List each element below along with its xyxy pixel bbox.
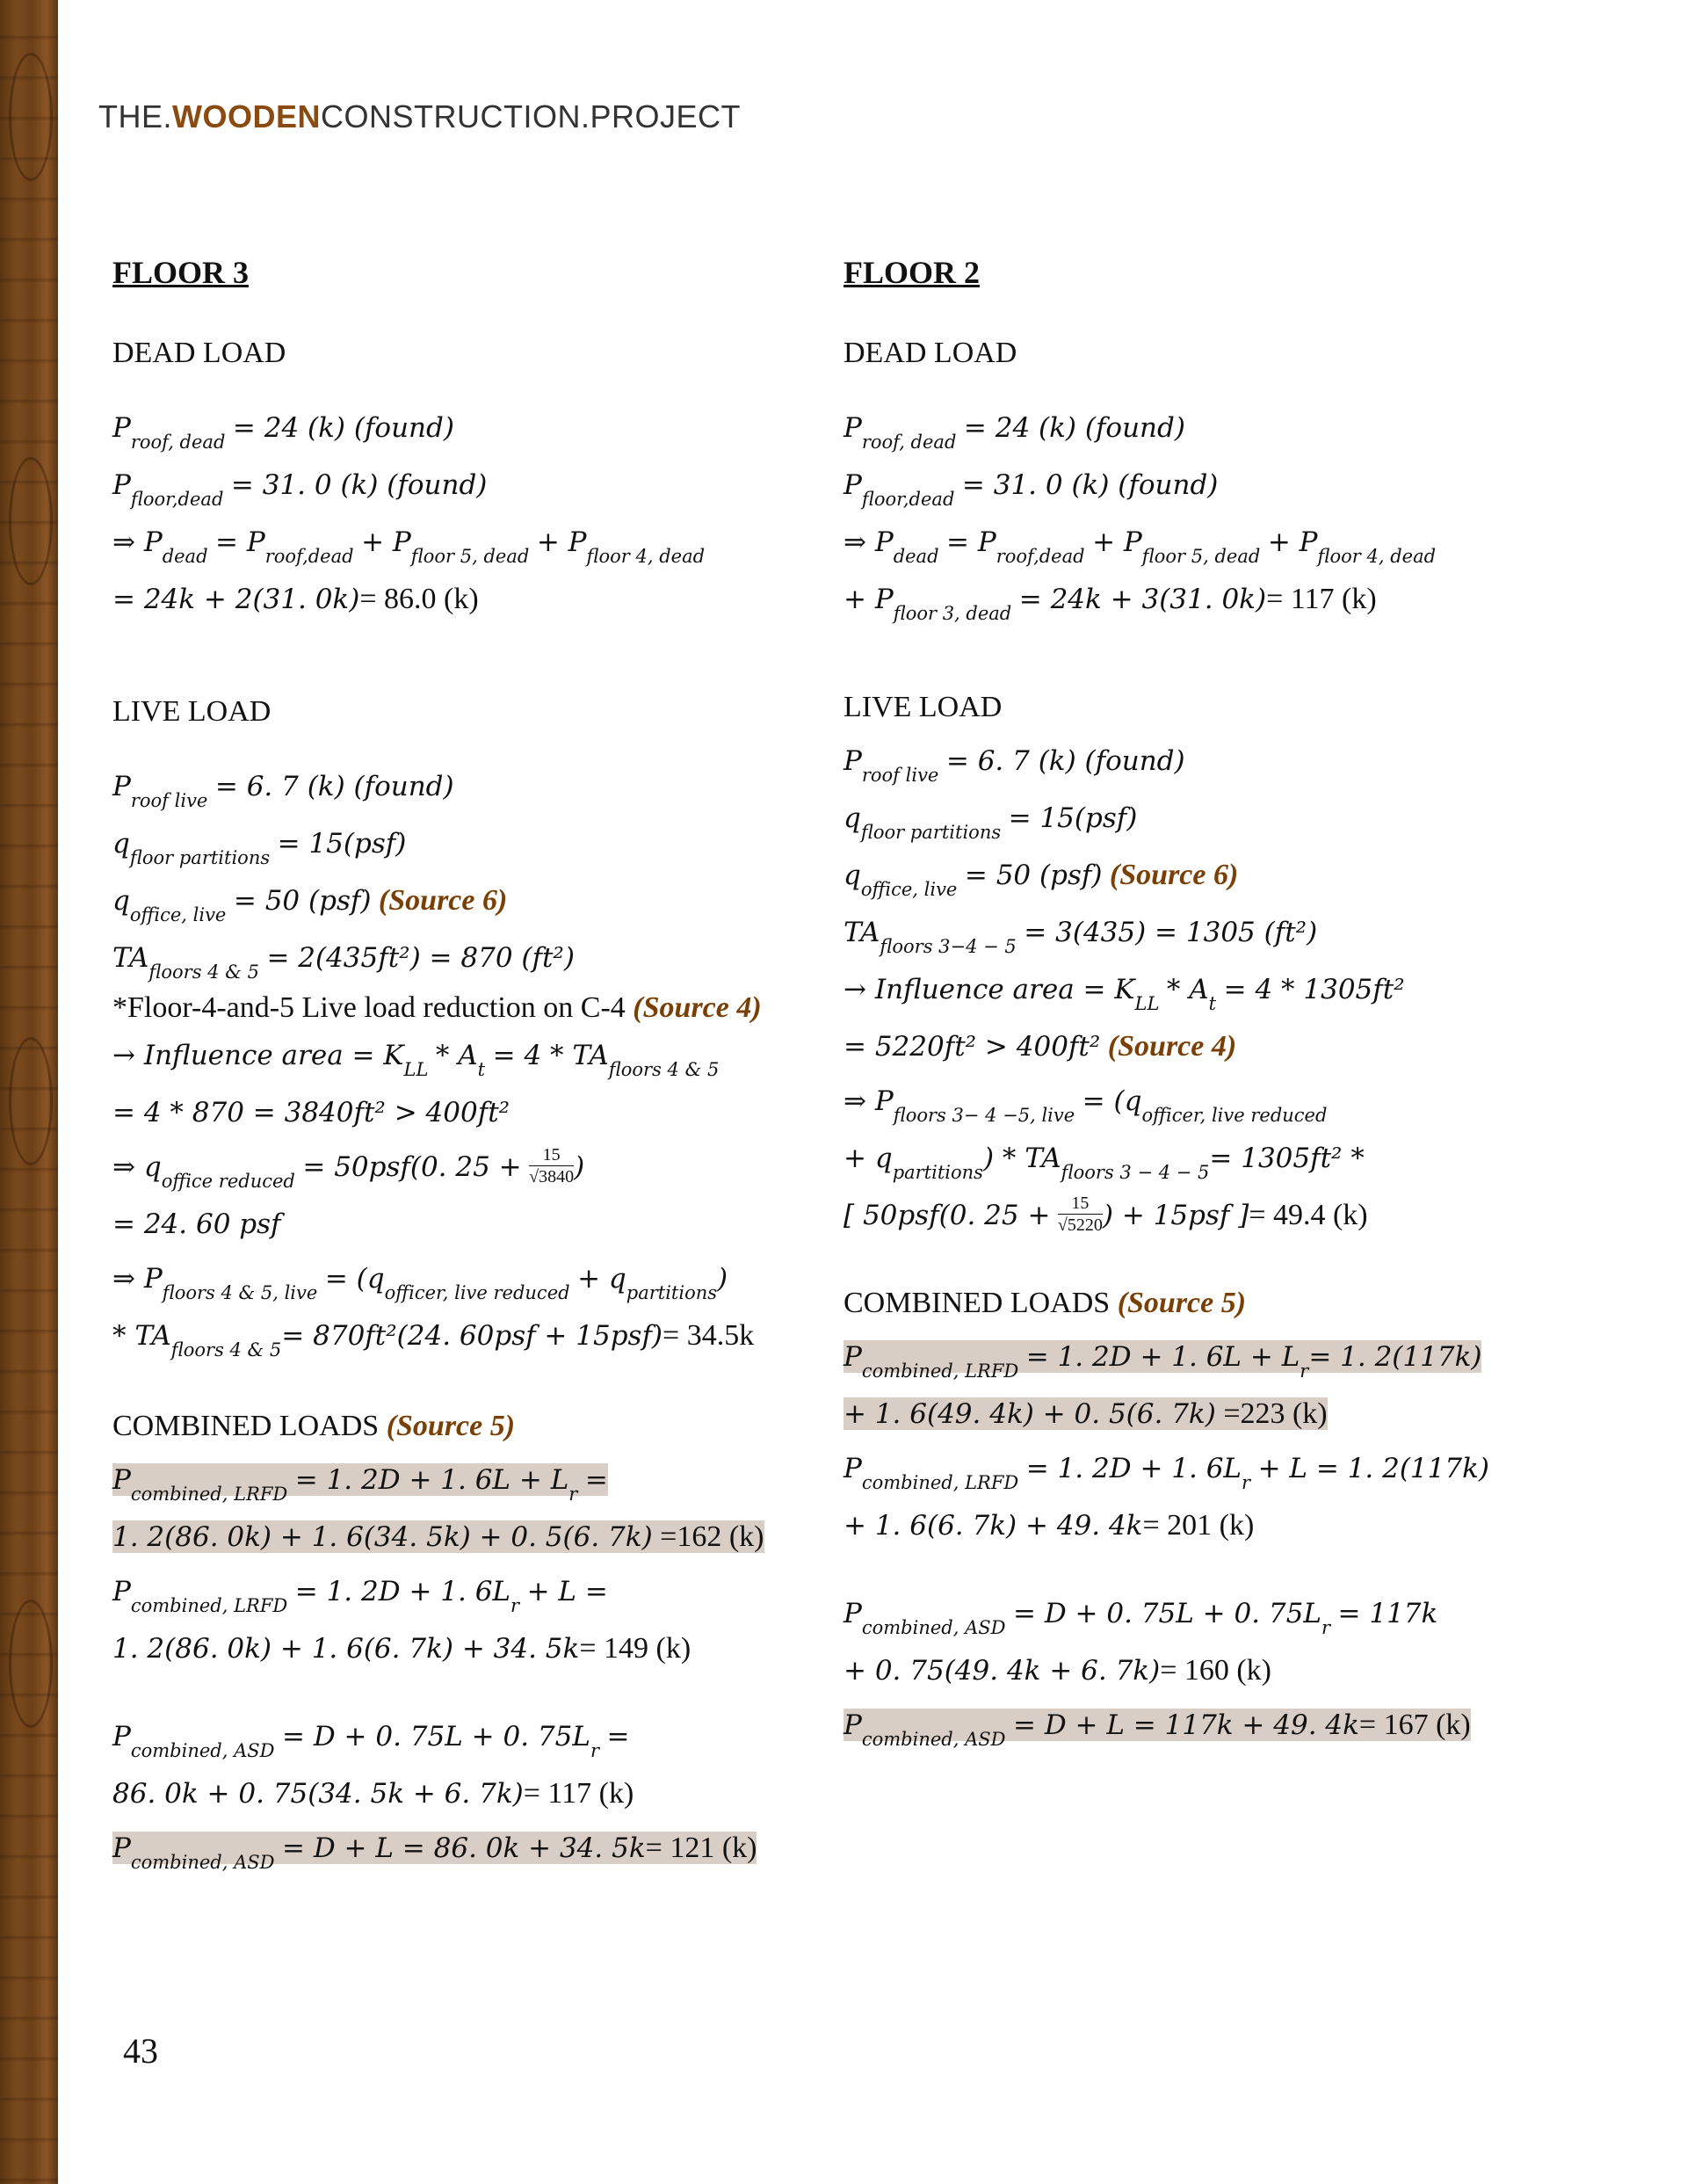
equation-line: = 4 * 870 = 3840ft² > 400ft²: [112, 1097, 510, 1128]
equation-line: → Influence area = $K_{LL} * A_t = 4 * TA_{floors 4 \& 5}$: [112, 1040, 720, 1080]
equation-line: + 1. 6(6. 7k) + 49. 4k= 201 (k): [844, 1509, 1255, 1542]
equation-line: $P_{roof live} = 6$. 7 (k) (found): [112, 771, 454, 811]
fraction: $\frac{15}{√3840}$: [529, 1144, 575, 1186]
equation-line: + 1. 6(49. 4k) + 0. 5(6. 7k) =223 (k): [844, 1397, 1328, 1430]
floor-3-column: [112, 246, 780, 1878]
equation-line: + $q_{partitions}) * TA_{floors 3 - 4 - 5}= 1305ft^2$ *: [844, 1143, 1365, 1183]
floor-title: FLOOR 3: [112, 255, 250, 290]
equation-line: = 24k + 2(31. 0k)= 86.0 (k): [112, 583, 479, 615]
equation-line: ⇒ $P_{dead} = P_{roof,dead} + P_{floor 5, dead} + P_{floor 4, dead}$: [112, 526, 706, 567]
source-reference: (Source 6): [378, 884, 508, 917]
site-header: THE.WOODENCONSTRUCTION.PROJECT: [98, 98, 742, 134]
equation-line: 1. 2(86. 0k) + 1. 6(34. 5k) + 0. 5(6. 7k) =162 (k): [112, 1520, 764, 1553]
equation-line: $P_{combined, LRFD} = 1$. 2D + 1. $6L_r + L = 1$. 2(117k): [844, 1453, 1489, 1493]
source-reference: (Source 4): [633, 991, 762, 1024]
combined-loads-heading: COMBINED LOADS (Source 5): [844, 1287, 1247, 1319]
equation-line: $P_{combined, ASD} = D + L = 117k + 49$. 4k= 167 (k): [844, 1709, 1471, 1750]
combined-loads-heading: COMBINED LOADS (Source 5): [112, 1410, 516, 1442]
equation-line: $P_{combined, ASD} = D + 0$. 75L + 0. $75L_r$ =: [112, 1721, 630, 1761]
equation-line: ⇒ $P_{dead} = P_{roof,dead} + P_{floor 5, dead} + P_{floor 4, dead}$: [844, 526, 1437, 567]
equation-line: $q_{office, live} = 50$ (psf) (Source 6): [112, 884, 508, 925]
note-line: *Floor-4-and-5 Live load reduction on C-4 (Source 4): [112, 991, 762, 1024]
equation-line: = 24. 60 psf: [112, 1208, 281, 1240]
equation-line: $P_{combined, ASD} = D + 0$. 75L + 0. $75L_r = 117k$: [844, 1598, 1438, 1638]
equation-line: $TA_{floors 3-4 - 5} = 3(435) = 1305$ (ft²): [844, 917, 1318, 957]
source-reference: (Source 6): [1109, 859, 1239, 891]
fraction: $\frac{15}{√5220}$: [1057, 1193, 1103, 1235]
floor-title: FLOOR 2: [844, 255, 981, 290]
equation-line: $P_{roof, dead} = 24$ (k) (found): [844, 412, 1185, 453]
source-reference: (Source 5): [1117, 1287, 1247, 1319]
equation-line: $P_{combined, LRFD} = 1$. 2D + 1. $6L + L_r= 1$. 2(117k): [844, 1341, 1482, 1382]
live-load-heading: LIVE LOAD: [844, 691, 1003, 723]
equation-line: $P_{roof live} = 6$. 7 (k) (found): [844, 745, 1185, 786]
dead-load-heading: DEAD LOAD: [112, 337, 286, 369]
equation-line: $P_{floor,dead} = 31$. 0 (k) (found): [844, 469, 1219, 510]
equation-line: ⇒ $P_{floors 3- 4 -5, live} = (q_{officer, live reduced}$: [844, 1085, 1328, 1126]
equation-line: ⇒ $q_{office reduced} = 50psf(0$. 25 + $\frac{15}{√3840}$ ): [112, 1144, 585, 1192]
equation-line: → Influence area = $K_{LL} * A_t = 4 * 1305ft^2$: [844, 974, 1405, 1014]
equation-line: $q_{office, live} = 50$ (psf) (Source 6): [844, 859, 1239, 900]
equation-line: $P_{combined, LRFD} = 1$. 2D + 1. $6L + L_r$ =: [112, 1464, 608, 1505]
source-reference: (Source 5): [386, 1410, 516, 1442]
wood-border: [0, 0, 58, 2184]
equation-line: * $TA_{floors 4 \& 5}= 870ft^2(24$. 60psf + 15psf)= 34.5k: [112, 1319, 755, 1360]
equation-line: $P_{floor,dead} = 31$. 0 (k) (found): [112, 469, 488, 510]
source-reference: (Source 4): [1107, 1030, 1237, 1063]
equation-line: + 0. 75(49. 4k + 6. 7k)= 160 (k): [844, 1654, 1272, 1687]
page-number: 43: [123, 2031, 158, 2071]
equation-line: [ 50psf(0. 25 + $\frac{15}{√5220}$ ) + 15psf ]= 49.4 (k): [844, 1193, 1368, 1235]
equation-line: + $P_{floor 3, dead} = 24k + 3(31$. 0k)= 117 (k): [844, 583, 1377, 624]
equation-line: $q_{floor partitions} = 15(psf)$: [112, 828, 407, 868]
equation-line: $P_{roof, dead} = 24$ (k) (found): [112, 412, 454, 453]
equation-line: $q_{floor partitions} = 15(psf)$: [844, 802, 1138, 843]
equation-line: ⇒ $P_{floors 4 \& 5, live} = (q_{officer, live reduced} + q_{partitions})$: [112, 1263, 728, 1303]
equation-line: 86. 0k + 0. 75(34. 5k + 6. 7k)= 117 (k): [112, 1777, 634, 1810]
equation-line: $P_{combined, LRFD} = 1$. 2D + 1. $6L_r + L$ =: [112, 1576, 608, 1616]
equation-line: = 5220ft² > 400ft² (Source 4): [844, 1030, 1237, 1063]
live-load-heading: LIVE LOAD: [112, 695, 272, 728]
floor-2-column: [844, 246, 1511, 1755]
equation-line: $TA_{floors 4 \& 5} = 2(435ft^2) = 870$ (ft²): [112, 942, 575, 983]
equation-line: 1. 2(86. 0k) + 1. 6(6. 7k) + 34. 5k= 149 (k): [112, 1632, 691, 1665]
equation-line: $P_{combined, ASD} = D + L = 86$. 0k + 34. 5k= 121 (k): [112, 1832, 757, 1873]
dead-load-heading: DEAD LOAD: [844, 337, 1017, 369]
